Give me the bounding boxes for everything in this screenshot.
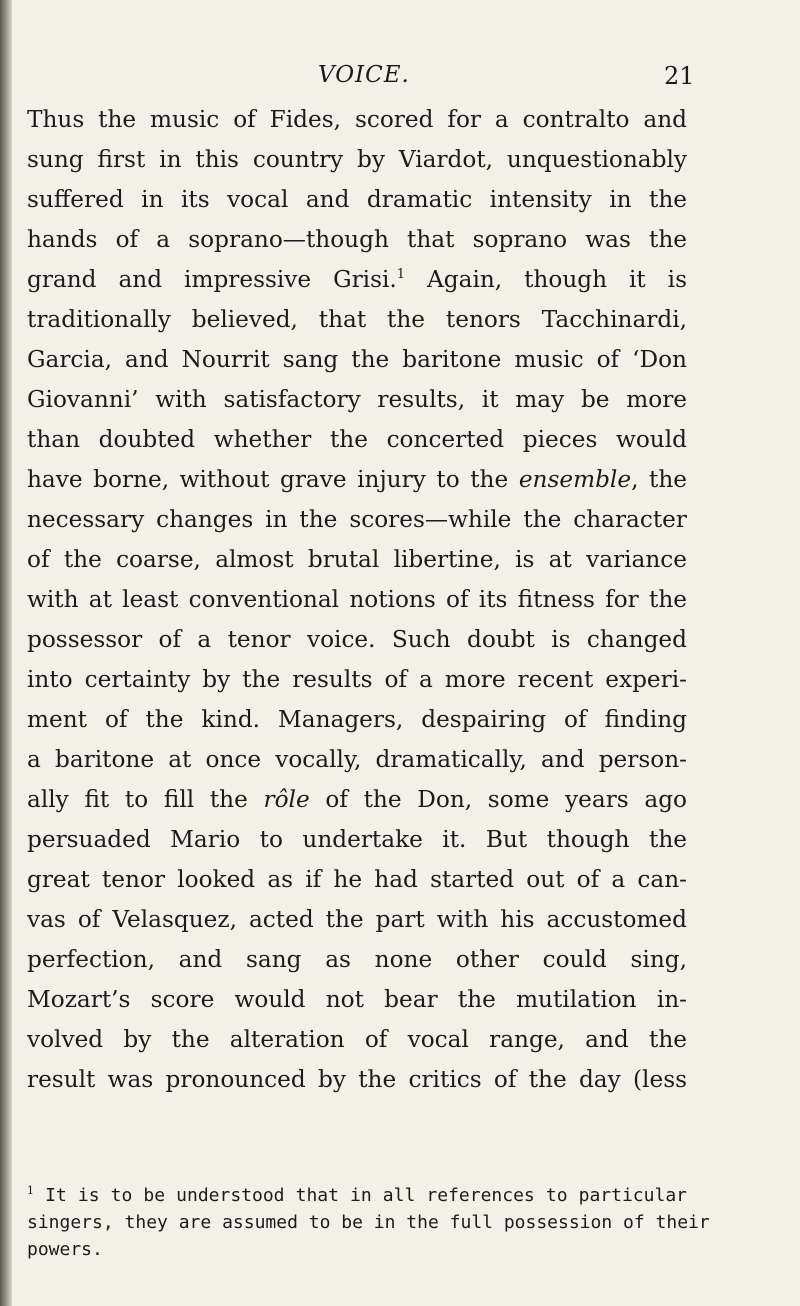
text-line: traditionally believed, that the tenors Tacchinardi,	[27, 306, 687, 333]
running-head	[0, 62, 800, 96]
text-line: Thus the music of Fides, scored for a contralto and	[27, 106, 687, 133]
italic-term: rôle	[263, 786, 310, 813]
text-line	[27, 460, 687, 500]
text-segment: , the	[631, 466, 687, 493]
text-line: suffered in its vocal and dramatic intensity in the	[27, 186, 687, 213]
text-segment: ally fit to fill the	[27, 786, 264, 813]
text-line: of the coarse, almost brutal libertine, is at variance	[27, 546, 687, 573]
text-line: volved by the alteration of vocal range, and the	[27, 1026, 687, 1053]
text-line: hands of a soprano—though that soprano was the	[27, 226, 687, 253]
text-segment: have borne, without grave injury to the	[27, 466, 519, 493]
text-line: result was pronounced by the critics of the day (less	[27, 1066, 687, 1093]
text-line: ment of the kind. Managers, despairing of finding	[27, 706, 687, 733]
text-line: Garcia, and Nourrit sang the baritone music of ‘Don	[27, 346, 687, 373]
text-line: possessor of a tenor voice. Such doubt is changed	[27, 626, 687, 653]
text-line: a baritone at once vocally, dramatically, and person-	[27, 746, 687, 773]
footnote-marker: 1	[27, 1184, 34, 1197]
text-line: with at least conventional notions of its fitness for the	[27, 586, 687, 613]
text-line: vas of Velasquez, acted the part with his accustomed	[27, 906, 687, 933]
text-segment: It is to be understood that in all references to particular	[34, 1185, 687, 1206]
text-line: than doubted whether the concerted pieces would	[27, 426, 687, 453]
italic-term: ensemble	[518, 466, 632, 493]
footnote-line: singers, they are assumed to be in the full possession of their	[27, 1212, 710, 1233]
text-segment: grand and impressive Grisi.	[27, 266, 397, 293]
text-line: great tenor looked as if he had started out of a can-	[27, 866, 687, 893]
text-line: necessary changes in the scores—while the character	[27, 506, 687, 533]
text-segment: of the Don, some years ago	[309, 786, 687, 813]
text-line: Giovanni’ with satisfactory results, it may be more	[27, 386, 687, 413]
footnote-reference: 1	[396, 267, 406, 282]
footnote-line: powers.	[27, 1239, 103, 1260]
text-line	[27, 260, 687, 300]
text-line: sung first in this country by Viardot, unquestionably	[27, 146, 687, 173]
text-line: into certainty by the results of a more recent experi-	[27, 666, 687, 693]
running-title: VOICE.	[318, 62, 410, 88]
page-number: 21	[664, 62, 695, 90]
footnote-line	[27, 1182, 687, 1209]
text-line: perfection, and sang as none other could sing,	[27, 946, 687, 973]
text-line: Mozart’s score would not bear the mutilation in-	[27, 986, 687, 1013]
text-line: persuaded Mario to undertake it. But though the	[27, 826, 687, 853]
text-line	[27, 780, 687, 820]
text-segment: Again, though it is	[405, 266, 687, 293]
